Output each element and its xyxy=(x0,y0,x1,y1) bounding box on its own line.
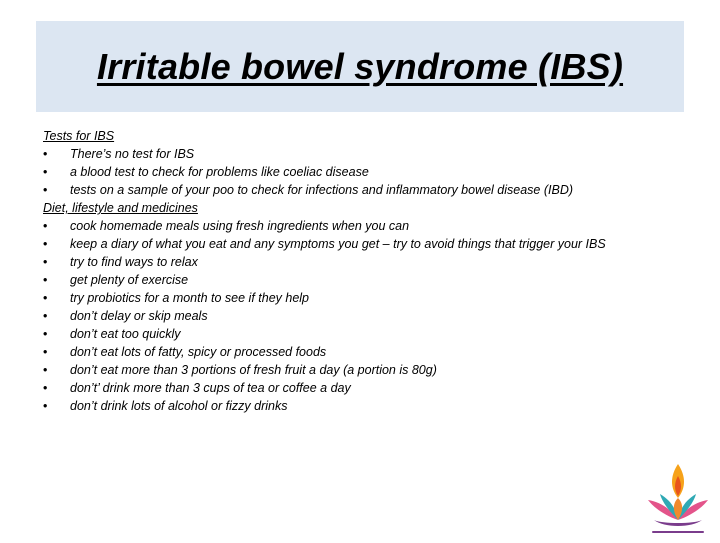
section-diet-lifestyle xyxy=(43,199,683,415)
list-item: • There’s no test for IBS xyxy=(43,145,683,163)
list-item: • don’t’ drink more than 3 cups of tea or coffee a day xyxy=(43,379,683,397)
slide-content xyxy=(43,127,683,415)
list-item: • don’t drink lots of alcohol or fizzy drinks xyxy=(43,397,683,415)
slide-title: Irritable bowel syndrome (IBS) xyxy=(96,45,624,87)
list-item: • don’t eat more than 3 portions of fresh fruit a day (a portion is 80g) xyxy=(43,361,683,379)
list-item: • try to find ways to relax xyxy=(43,253,683,271)
list-item: • cook homemade meals using fresh ingredients when you can xyxy=(43,217,683,235)
list-item: • tests on a sample of your poo to check for infections and inflammatory bowel disease (IBD) xyxy=(43,181,683,199)
bullet-list xyxy=(43,217,683,415)
lotus-diya-logo-icon xyxy=(640,458,716,538)
list-item: • keep a diary of what you eat and any symptoms you get – try to avoid things that trigger your IBS xyxy=(43,235,683,253)
list-item: • try probiotics for a month to see if they help xyxy=(43,289,683,307)
list-item: • get plenty of exercise xyxy=(43,271,683,289)
list-item: • don’t eat lots of fatty, spicy or processed foods xyxy=(43,343,683,361)
bullet-list xyxy=(43,145,683,199)
list-item: • a blood test to check for problems like coeliac disease xyxy=(43,163,683,181)
section-heading: Tests for IBS xyxy=(43,129,115,143)
list-item: • don’t eat too quickly xyxy=(43,325,683,343)
title-banner xyxy=(36,21,684,112)
section-tests xyxy=(43,127,683,199)
section-heading: Diet, lifestyle and medicines xyxy=(43,201,198,215)
list-item: • don’t delay or skip meals xyxy=(43,307,683,325)
